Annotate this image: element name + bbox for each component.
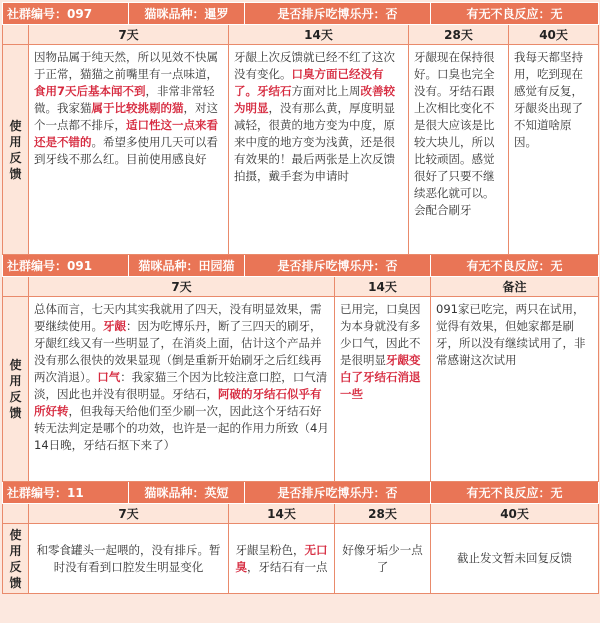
cat3-col-40d: 40天 [431,504,599,524]
cat1-breed: 猫咪品种：暹罗 [129,3,245,25]
cat3-40d-text: 截止发文暂未回复反馈 [431,524,599,594]
cat3-header-row [3,482,599,504]
feedback-table [2,2,599,594]
cat3-7d-text: 和零食罐头一起喂的，没有排斥。暂时没有看到口腔发生明显变化 [29,524,229,594]
cat2-id: 社群编号：091 [3,255,129,277]
cat2-breed: 猫咪品种：田园猫 [129,255,245,277]
cat1-adverse: 有无不良反应：无 [431,3,599,25]
cat3-feedback-label: 使用反馈 [3,524,29,594]
cat1-col-28d: 28天 [409,25,509,45]
cat3-feedback-row [3,524,599,594]
cat1-28d-text: 牙龈现在保持很好。口臭也完全没有。牙结石跟上次相比变化不是很大应该是比较大块儿，所以比较顽固。感觉很好了只要不继续恶化就可以。会配合刷牙 [409,45,509,255]
cat1-header-row [3,3,599,25]
cat2-adverse: 有无不良反应：无 [431,255,599,277]
cat1-id: 社群编号：097 [3,3,129,25]
cat2-feedback-label: 使用反馈 [3,297,29,482]
cat1-14d-text: 牙龈上次反馈就已经不红了这次没有变化。口臭方面已经没有了。牙结石方面对比上周改善较为明显，没有那么黄，厚度明显减轻，很黄的地方变为中度，原来中度的地方变为浅黄，还是很有效果的！最后两张是上次反馈拍摄，戴手套为申请时 [229,45,409,255]
cat3-col-7d: 7天 [29,504,229,524]
cat3-col-14d: 14天 [229,504,335,524]
cat2-header-row [3,255,599,277]
cat3-breed: 猫咪品种：英短 [129,482,245,504]
cat3-id: 社群编号：11 [3,482,129,504]
cat1-col-14d: 14天 [229,25,409,45]
cat3-adverse: 有无不良反应：无 [431,482,599,504]
cat3-14d-text: 牙龈呈粉色，无口臭，牙结石有一点 [229,524,335,594]
cat1-feedback-label: 使用反馈 [3,45,29,255]
cat1-40d-text: 我每天都坚持用，吃到现在感觉有反复，牙龈炎出现了不知道啥原因。 [509,45,599,255]
cat2-note-text: 091家已吃完，两只在试用，觉得有效果，但她家都是刷牙，所以没有继续试用了，非常感谢这次试用 [431,297,599,482]
cat1-col-7d: 7天 [29,25,229,45]
cat1-col-40d: 40天 [509,25,599,45]
cat1-feedback-row [3,45,599,255]
cat2-7d-text: 总体而言，七天内其实我就用了四天，没有明显效果，需要继续使用。牙龈：因为吃博乐丹，断了三四天的刷牙，牙龈红线又有一些明显了，在消炎上面，估计这个产品并没有那么很快的效果显现（倒是重新开始刷牙之后红线再两次消退）。口气：我家猫三个因为比较注意口腔，口气清淡，因此也并没有很明显。牙结石，阿破的牙结石似乎有所好转，但我每天给他们至少刷一次，因此这个牙结石好转无法判定是哪个的功效，也许是一起的作用力所致（4月14日晚，牙结石抠下来了） [29,297,335,482]
cat1-7d-text: 因物品属于纯天然，所以见效不快属于正常，猫猫之前嘴里有一点味道，食用7天后基本闻不到，非常非常轻微。我家猫属于比较挑剔的猫，对这个一点都不排斥，适口性这一点来看还是不错的。希望多使用几天可以看到牙线不那么红。目前使用感良好 [29,45,229,255]
cat3-period-row [3,504,599,524]
cat2-reject: 是否排斥吃博乐丹：否 [245,255,431,277]
cat2-14d-text: 已用完，口臭因为本身就没有多少口气，因此不是很明显牙龈变白了牙结石消退一些 [335,297,431,482]
cat3-28d-text: 好像牙垢少一点了 [335,524,431,594]
cat2-feedback-row [3,297,599,482]
cat1-reject: 是否排斥吃博乐丹：否 [245,3,431,25]
cat2-col-14d: 14天 [335,277,431,297]
cat3-col-28d: 28天 [335,504,431,524]
cat2-period-row [3,277,599,297]
cat2-col-note: 备注 [431,277,599,297]
cat2-col-7d: 7天 [29,277,335,297]
cat1-period-row [3,25,599,45]
cat3-reject: 是否排斥吃博乐丹：否 [245,482,431,504]
